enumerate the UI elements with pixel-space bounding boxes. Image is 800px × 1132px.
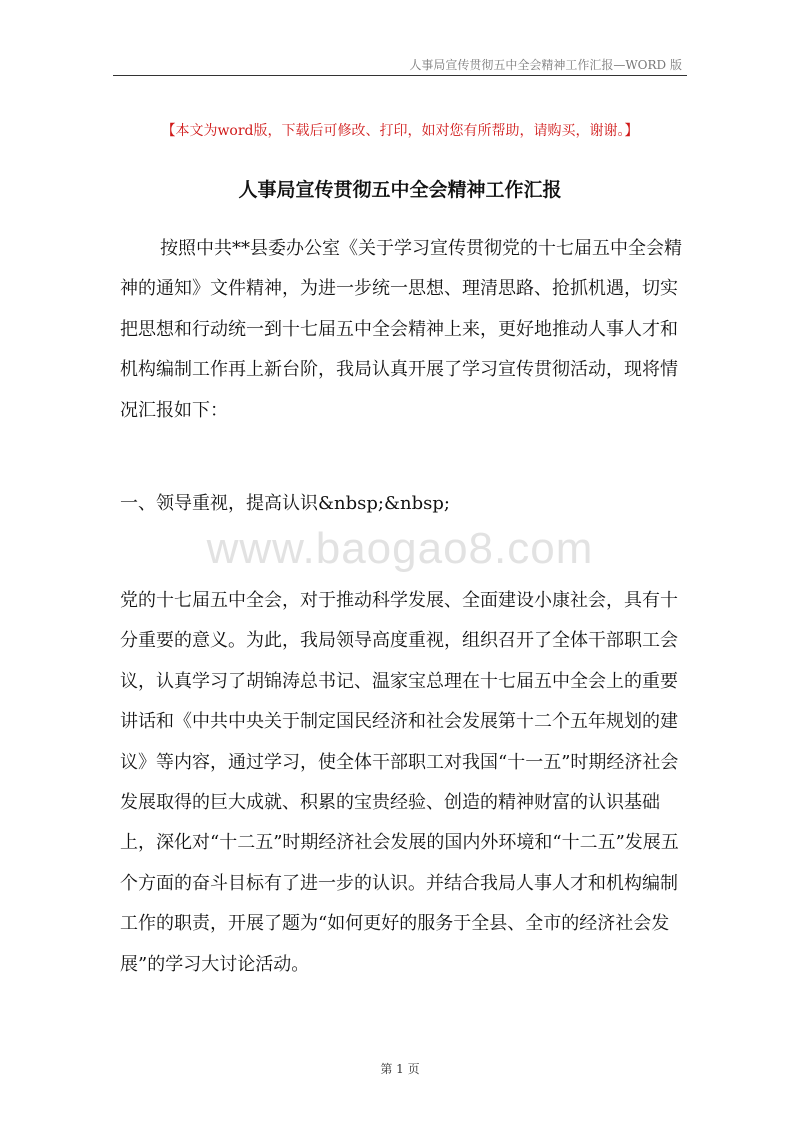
header-divider — [113, 75, 687, 76]
section-heading-1: 一、领导重视，提高认识&nbsp;&nbsp; — [120, 493, 450, 514]
paragraph-section-1-body: 党的十七届五中全会，对于推动科学发展、全面建设小康社会，具有十分重要的意义。为此，我局领导高度重视，组织召开了全体干部职工会议，认真学习了胡锦涛总书记、温家宝总理在十七届五中全会上的重要讲话和《中共中央关于制定国民经济和社会发展第十二个五年规划的建议》等内容，通过学习，使全体干部职工对我国“十一五”时期经济社会发展取得的巨大成就、积累的宝贵经验、创造的精神财富的认识基础上，深化对“十二五”时期经济社会发展的国内外环境和“十二五”发展五个方面的奋斗目标有了进一步的认识。并结合我局人事人才和机构编制工作的职责，开展了题为“如何更好的服务于全县、全市的经济社会发展”的学习大讨论活动。 — [120, 590, 679, 975]
running-header: 人事局宣传贯彻五中全会精神工作汇报—WORD 版 — [409, 58, 682, 72]
page-number: 第 1 页 — [380, 1062, 420, 1076]
document-title: 人事局宣传贯彻五中全会精神工作汇报 — [238, 179, 562, 201]
watermark: www.baogao8.com — [206, 524, 594, 573]
paragraph-intro: 按照中共**县委办公室《关于学习宣传贯彻党的十七届五中全会精神的通知》文件精神，为进一步统一思想、理清思路、抢抓机遇，切实把思想和行动统一到十七届五中全会精神上来，更好地推动人事人才和机构编制工作再上新台阶，我局认真开展了学习宣传贯彻活动，现将情况汇报如下： — [120, 238, 682, 421]
download-notice: 【本文为word版，下载后可修改、打印，如对您有所帮助，请购买，谢谢。】 — [161, 123, 639, 139]
